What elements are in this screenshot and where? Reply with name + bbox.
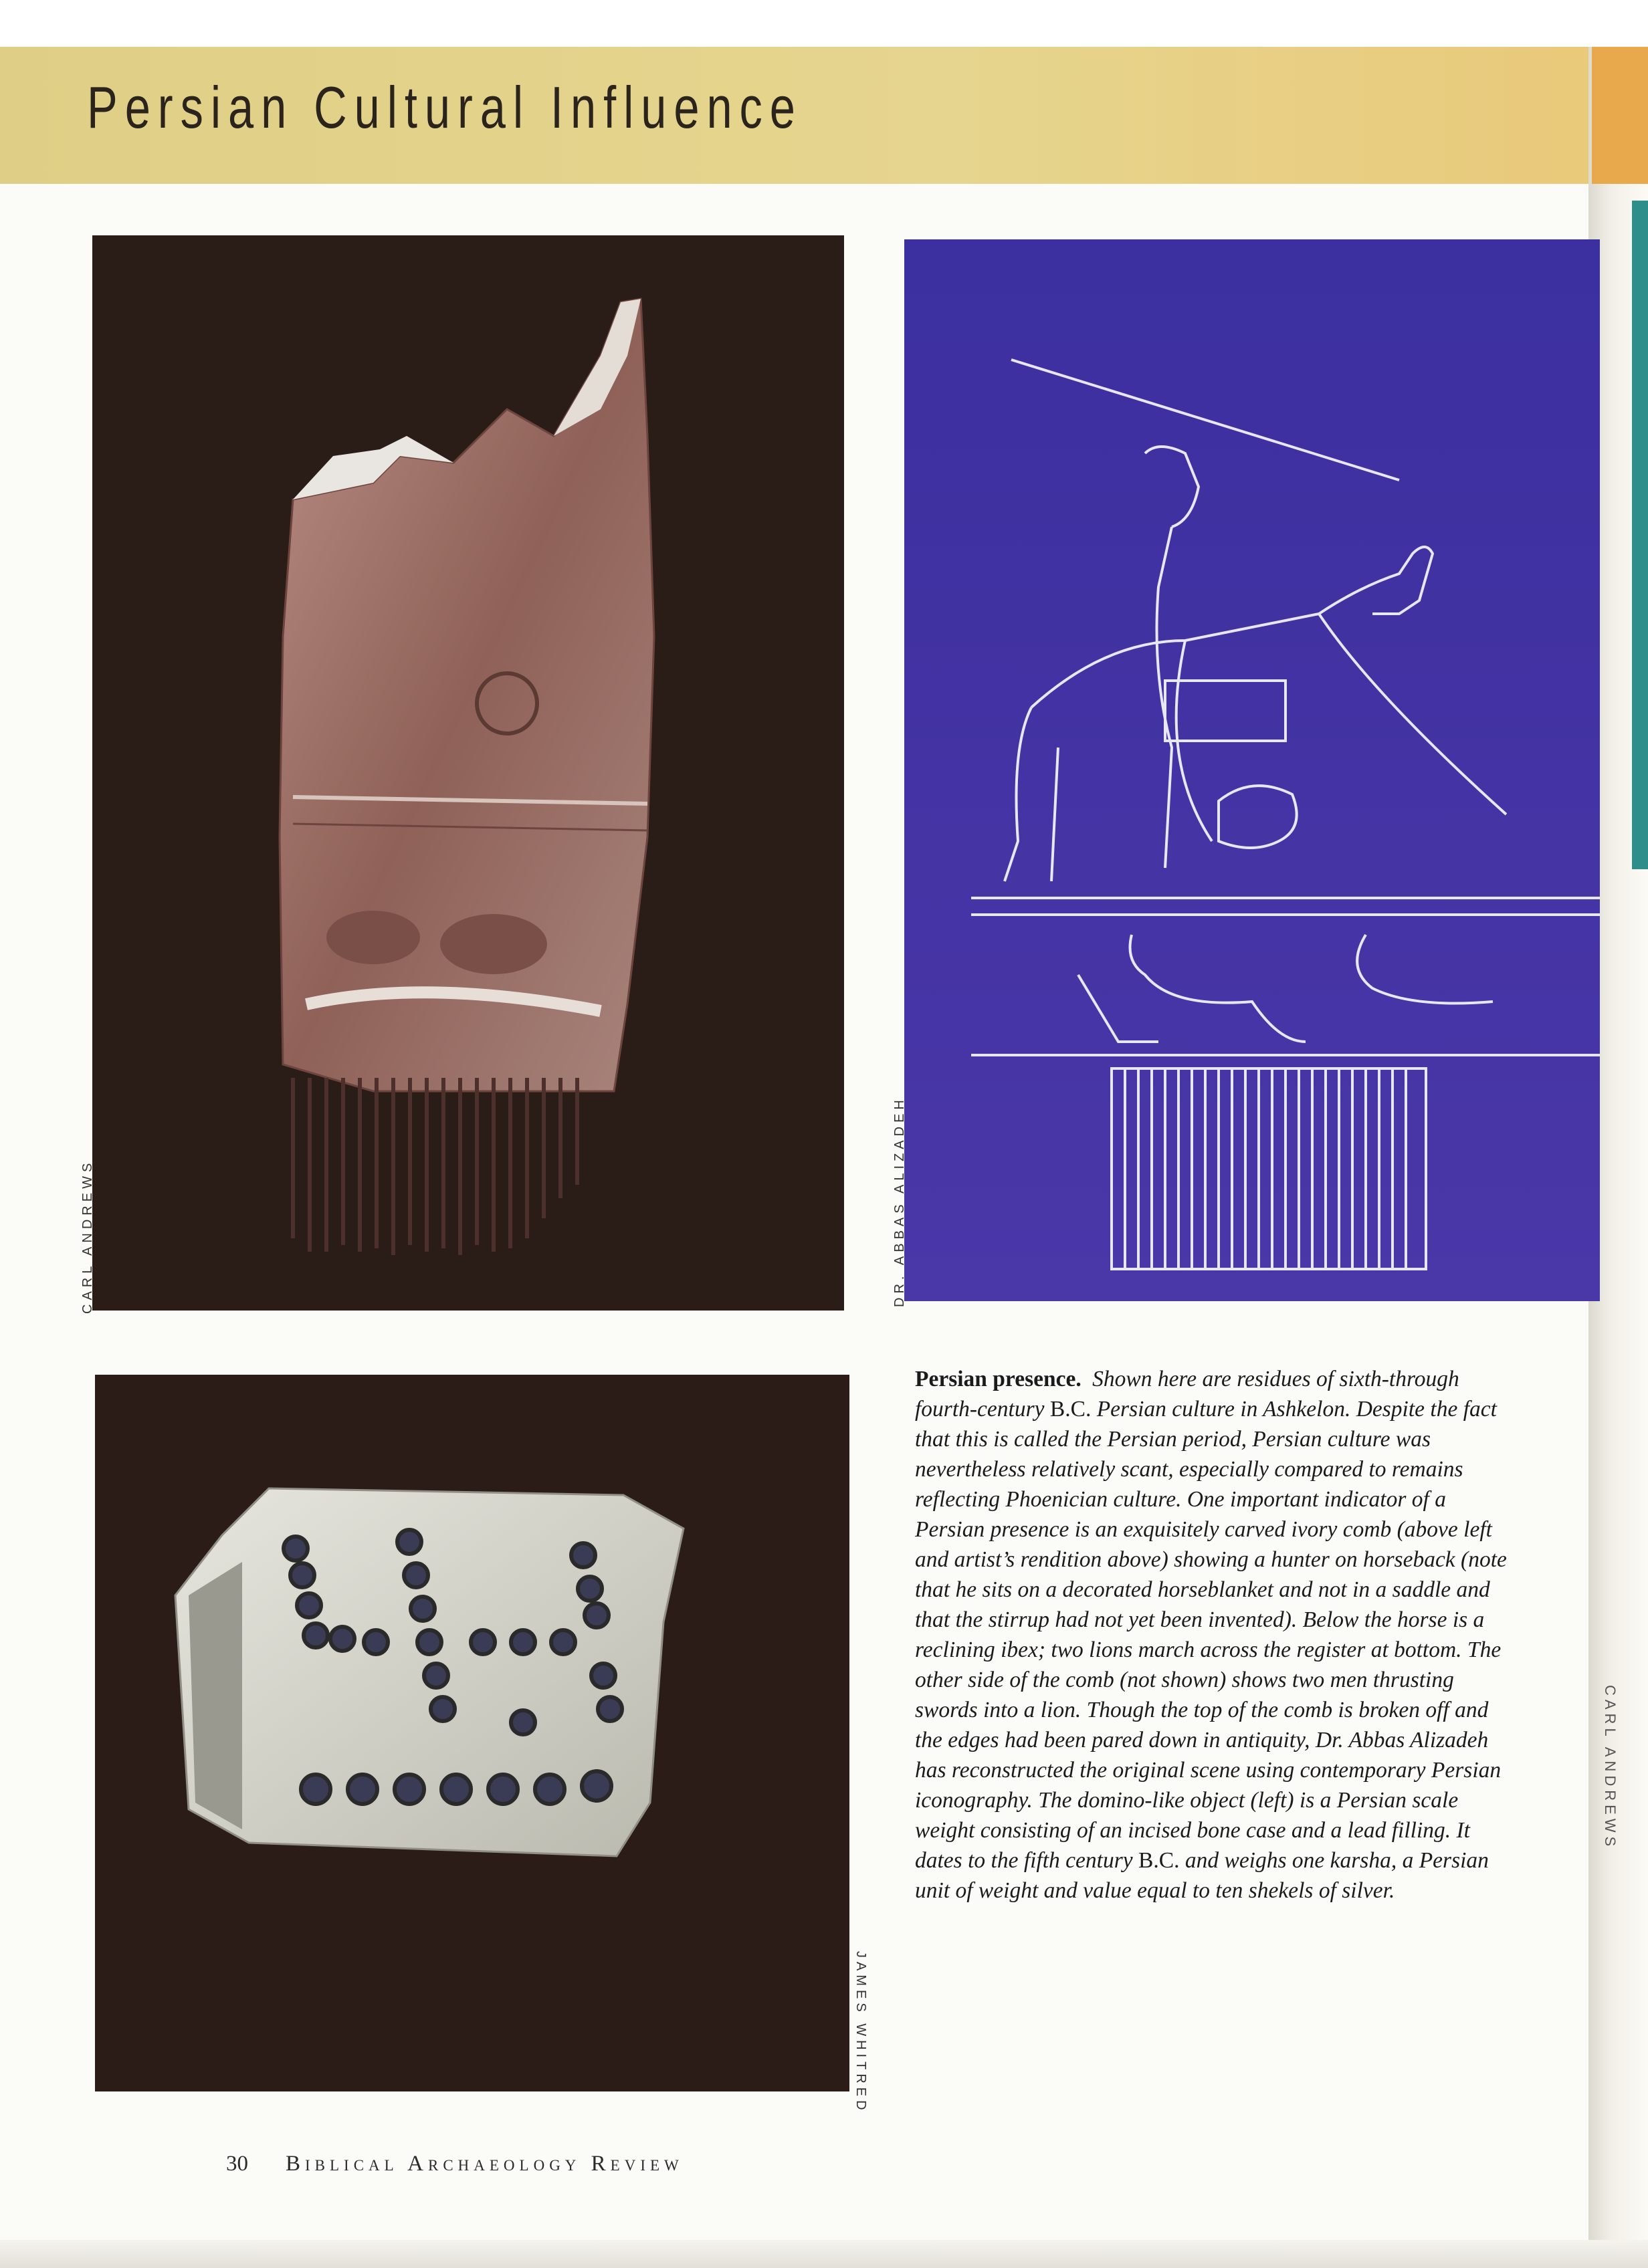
figure-caption bbox=[915, 1364, 1508, 1906]
adjacent-page-teal-block bbox=[1632, 201, 1648, 869]
caption-bc-1: B.C. bbox=[1049, 1397, 1092, 1422]
photo-credit-james-whitred: JAMES WHITRED bbox=[853, 1951, 868, 2114]
ivory-comb-photo bbox=[92, 235, 844, 1311]
drawing-credit-abbas-alizadeh: DR. ABBAS ALIZADEH bbox=[892, 1096, 907, 1307]
page-footer bbox=[226, 2152, 684, 2176]
caption-bc-2: B.C. bbox=[1138, 1848, 1180, 1873]
caption-lead: Persian presence. bbox=[915, 1367, 1082, 1391]
caption-text-part-3: and weighs one karsha, a Persian unit of weight and value equal to ten shekels of silver. bbox=[915, 1848, 1489, 1903]
comb-reconstruction-drawing bbox=[904, 239, 1600, 1301]
page-number: 30 bbox=[226, 2152, 248, 2176]
photo-credit-carl-andrews: CARL ANDREWS bbox=[80, 1159, 95, 1314]
adjacent-page-credit: CARL ANDREWS bbox=[1602, 1685, 1619, 1851]
scale-weight-photo bbox=[95, 1375, 849, 2091]
adjacent-page-header-band bbox=[1592, 47, 1648, 184]
caption-text-part-1: Shown here are residues of sixth-through fourth-century bbox=[915, 1367, 1459, 1422]
caption-text-part-2: Persian culture in Ashkelon. Despite the fact that this is called the Persian period, Persian culture was nevertheless relatively scant, especially compared to remains reflecting Phoenician culture. One important indicator of a Persian presence is an exquisitely carved ivory comb (above left and artist’s rendition above) showing a hunter on horseback (note that he sits on a decorated horseblanket and not in a saddle and that the stirrup had not yet been invented). Below the horse is a reclining ibex; two lions march across the register at bottom. The other side of the comb (not shown) shows two men thrusting swords into a lion. Though the top of the comb is broken off and the edges had been pared down in antiquity, Dr. Abbas Alizadeh has reconstructed the original scene using contemporary Persian iconography. The domino-like object (left) is a Persian scale weight consisting of an incised bone case and a lead filling. It dates to the fifth century bbox=[915, 1397, 1507, 1873]
page-bottom-edge bbox=[0, 2240, 1648, 2268]
magazine-title: Biblical Archaeology Review bbox=[286, 2152, 684, 2176]
section-title: Persian Cultural Influence bbox=[87, 74, 803, 140]
page-top-margin bbox=[0, 0, 1648, 47]
